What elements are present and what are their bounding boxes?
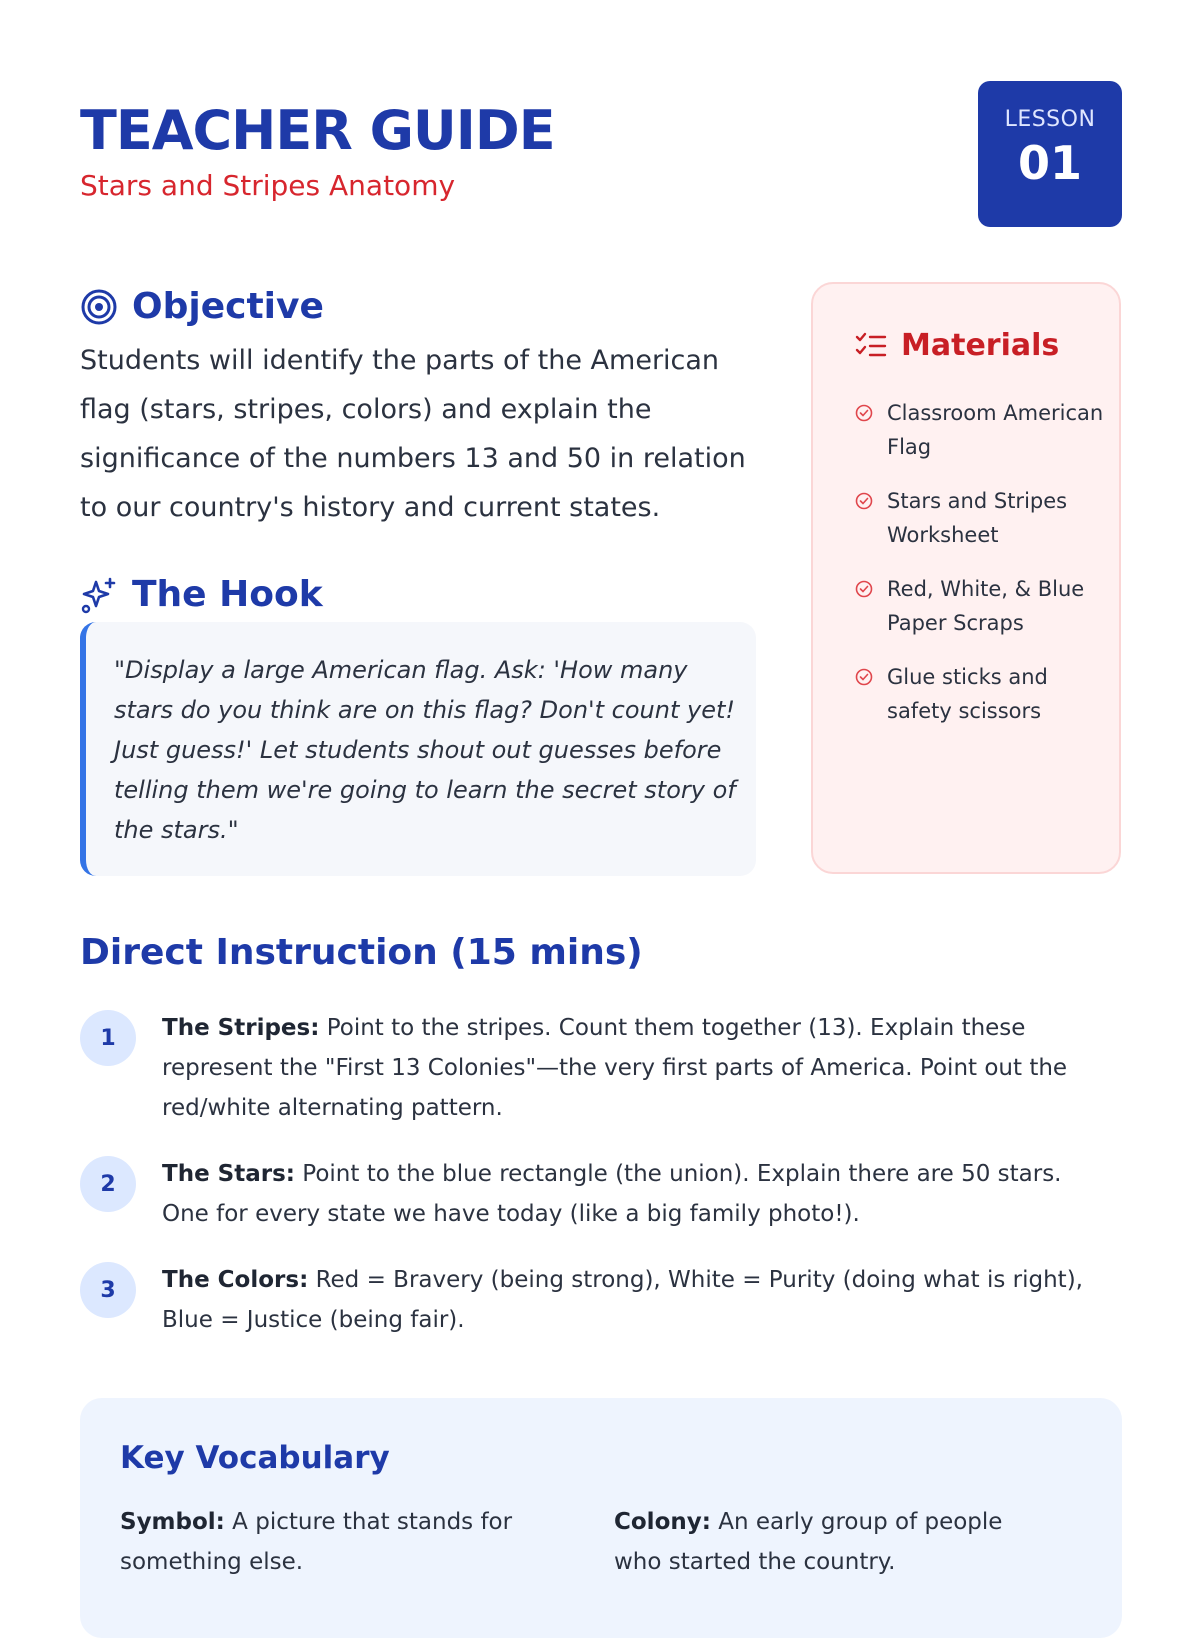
step-description: Point to the stripes. Count them together (13). Explain these represent the "First 13 Colonies"—the very first parts of America. Point out the red/white alternating pattern. (162, 1015, 1068, 1121)
materials-heading (855, 328, 1059, 363)
list-item (855, 396, 1105, 464)
hook-heading (80, 574, 323, 615)
step-number-badge: 1 (80, 1010, 136, 1066)
check-circle-icon (855, 492, 873, 510)
step-number-badge: 2 (80, 1156, 136, 1212)
hook-quote-box (80, 622, 756, 876)
target-icon (80, 288, 118, 326)
materials-card (811, 282, 1121, 874)
lesson-badge (978, 81, 1122, 227)
vocabulary-definition: An early group of people who started the country. (614, 1509, 1003, 1575)
instruction-steps (80, 1008, 1120, 1340)
step-number-badge: 3 (80, 1262, 136, 1318)
vocabulary-card (80, 1398, 1122, 1638)
list-item (80, 1008, 1120, 1128)
objective-text: Students will identify the parts of the American flag (stars, stripes, colors) and explain the significance of the numbers 13 and 50 in relation to our country's history and current states. (80, 345, 746, 523)
materials-heading-label: Materials (901, 328, 1060, 363)
lesson-number: 01 (1017, 136, 1082, 190)
list-item (855, 484, 1105, 552)
objective-heading (80, 286, 324, 327)
vocabulary-definition: A picture that stands for something else. (120, 1509, 513, 1575)
lesson-label: LESSON (1004, 107, 1096, 132)
material-label: Red, White, & Blue Paper Scraps (887, 577, 1085, 635)
vocabulary-heading: Key Vocabulary (120, 1440, 390, 1476)
hook-quote: "Display a large American flag. Ask: 'How many stars do you think are on this flag? Don't count yet! Just guess!' Let students shout out guesses before telling them we're going to learn the secret story of the stars." (114, 656, 736, 844)
checklist-icon (855, 331, 887, 361)
objective-heading-label: Objective (132, 286, 324, 327)
step-term: The Stripes: (162, 1015, 320, 1041)
vocabulary-item (614, 1502, 1054, 1582)
instruction-heading: Direct Instruction (15 mins) (80, 932, 643, 973)
step-text (162, 1008, 1106, 1128)
sparkles-icon (80, 576, 118, 614)
list-item (80, 1154, 1120, 1234)
material-label: Glue sticks and safety scissors (887, 665, 1048, 723)
vocabulary-item (120, 1502, 560, 1582)
step-term: The Stars: (162, 1161, 295, 1187)
step-text (162, 1260, 1106, 1340)
list-item (855, 572, 1105, 640)
step-description: Point to the blue rectangle (the union). Explain there are 50 stars. One for every state we have today (like a big family photo!). (162, 1161, 1062, 1227)
list-item (80, 1260, 1120, 1340)
step-term: The Colors: (162, 1267, 309, 1293)
step-text (162, 1154, 1106, 1234)
materials-list (855, 396, 1105, 748)
check-circle-icon (855, 580, 873, 598)
list-item (855, 660, 1105, 728)
material-label: Classroom American Flag (887, 401, 1104, 459)
step-description: Red = Bravery (being strong), White = Purity (doing what is right), Blue = Justice (being fair). (162, 1267, 1083, 1333)
vocabulary-term: Symbol: (120, 1509, 225, 1535)
hook-heading-label: The Hook (132, 574, 323, 615)
page-title: TEACHER GUIDE (80, 99, 555, 162)
check-circle-icon (855, 668, 873, 686)
check-circle-icon (855, 404, 873, 422)
page-subtitle: Stars and Stripes Anatomy (80, 169, 456, 202)
vocabulary-term: Colony: (614, 1509, 711, 1535)
material-label: Stars and Stripes Worksheet (887, 489, 1068, 547)
